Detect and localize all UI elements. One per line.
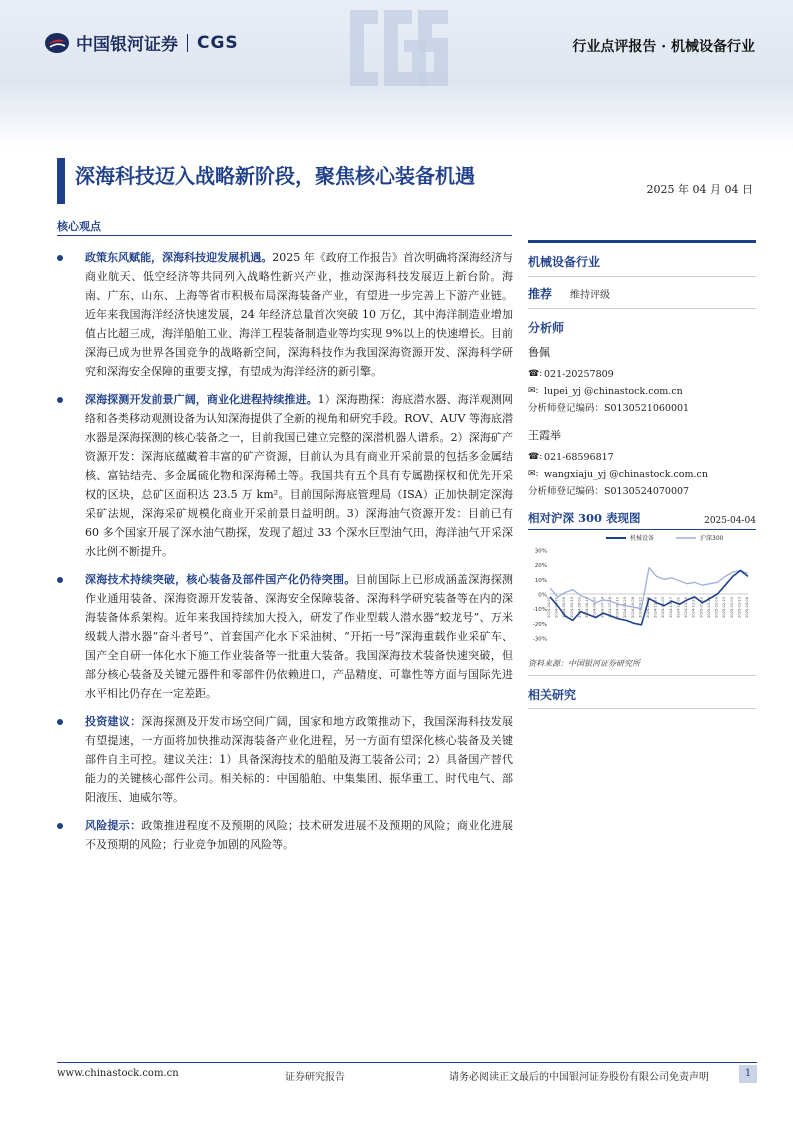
rating-value: 维持评级 <box>570 290 611 301</box>
report-date: 2025 年 04 月 04 日 <box>646 183 753 196</box>
analyst-reg <box>528 400 756 417</box>
legend-label: 机械设备 <box>630 535 655 542</box>
point-lead: 政策东风赋能，深海科技迎发展机遇。 <box>85 251 273 264</box>
y-tick-label: 0% <box>538 592 547 599</box>
core-view-label: 核心观点 <box>57 220 101 233</box>
point-risk <box>57 816 513 854</box>
x-tick-label: 2024-07-14 <box>600 597 605 618</box>
x-tick-label: 2024-10-20 <box>653 597 658 618</box>
x-tick-label: 2024-05-05 <box>562 597 567 618</box>
chart-date: 2025-04-04 <box>704 516 756 526</box>
analyst-name: 鲁佩 <box>528 346 550 359</box>
x-tick-label: 2024-07-28 <box>607 597 612 618</box>
chart-title: 相对沪深 300 表现图 <box>528 511 641 525</box>
footer-website[interactable]: www.chinastock.com.cn <box>57 1068 179 1079</box>
y-tick-label: 20% <box>534 563 547 570</box>
sidebar <box>528 240 756 709</box>
phone-icon: ☎: <box>528 369 543 379</box>
reg-text: 分析师登记编码：S0130524070007 <box>528 486 690 497</box>
bullet-icon <box>57 719 63 725</box>
analyst-card <box>528 340 756 417</box>
x-tick-label: 2025-03-23 <box>737 597 742 618</box>
email-text[interactable]: lupei_yj @chinastock.com.cn <box>544 386 683 397</box>
point-body: 1）深海勘探：海底潜水器、海洋观测网络和各类移动观测设备为认知深海提供了全新的视角和研究手段。ROV、AUV 等海底潜水器是深海探测的核心装备之一，目前我国已建立完整的深潜机器人谱系。2）深海矿产资源开发：深海底蕴藏着丰富的矿产资源，目前认为具有商业开采前景的包括多金属结核、富钴结壳、多金属硫化物和深海稀土等。我国共有五个具有专属勘探权和优先开采权的区块，总矿区面积达 23.5 万 km²。目前国际海底管理局（ISA）正加快制定深海采矿法规，深海采矿规模化商业开采前景日益明朗。3）深海油气资源开发：目前已有 60 多个国家开展了深水油气勘探，发现了超过 33 个深水巨型油气田，海洋油气开采深水比例不断提升。 <box>85 393 513 558</box>
x-tick-label: 2025-01-26 <box>706 597 711 618</box>
x-tick-label: 2024-09-22 <box>638 597 643 618</box>
x-tick-label: 2024-09-08 <box>630 597 635 618</box>
point-lead: 风险提示： <box>85 819 142 832</box>
cgs-logo-icon <box>44 32 70 54</box>
x-tick-label: 2025-03-09 <box>729 597 734 618</box>
x-tick-label: 2024-12-15 <box>684 597 689 618</box>
point-exploration <box>57 390 513 561</box>
point-body: 深海探测及开发市场空间广阔，国家和地方政策推动下，我国深海科技发展有望提速，一方面将加快推动深海装备产业化进程，另一方面有望深化核心装备及关键部件自主可控。建议关注：1）具备深海技术的船舶及海工装备公司；2）具备国产替代能力的关键核心部件公司。相关标的：中国船舶、中集集团、振华重工、时代电气、部阳液压、迪威尔等。 <box>85 715 514 804</box>
brand-name-cn: 中国银河证券 <box>76 35 178 55</box>
chart-header <box>528 510 756 530</box>
point-body: 目前国际上已形成涵盖深海探测作业通用装备、深海资源开发装备、深海安全保障装备、深海科学研究装备等在内的深海装备体系架构。近年来我国持续加大投入，研发了作业型载人潜水器“蛟龙号”、万米级载人潜水器“奋斗者号”、首套国产化水下采油树、“开拓一号”深海重载作业采矿车、国产全自研一体化水下施工作业装备等一批重大装备。我国深海技术装备快速突破，但部分核心装备及关键元器件和零部件仍依赖进口，产品精度、可靠性等方面与国际先进水平相比仍存在一定差距。 <box>85 573 514 700</box>
reg-text: 分析师登记编码：S0130521060001 <box>528 403 690 414</box>
cgs-watermark-graphic <box>340 0 460 110</box>
report-title: 深海科技迈入战略新阶段，聚焦核心装备机遇 <box>75 164 475 188</box>
x-tick-label: 2025-04-04 <box>745 597 749 618</box>
analyst-email[interactable] <box>528 383 756 400</box>
x-tick-label: 2024-06-16 <box>585 597 590 618</box>
report-type: 行业点评报告 · 机械设备行业 <box>572 39 755 55</box>
brand-logo[interactable] <box>44 30 239 55</box>
bullet-icon <box>57 823 63 829</box>
title-accent-bar <box>57 158 65 204</box>
footer-rule <box>57 1062 757 1063</box>
x-tick-label: 2024-06-02 <box>577 597 582 618</box>
y-tick-label: -20% <box>532 621 547 628</box>
phone-text: 021-20257809 <box>544 369 614 380</box>
email-text[interactable]: wangxiaju_yj @chinastock.com.cn <box>544 469 708 480</box>
main-content <box>57 248 513 863</box>
brand-separator <box>187 34 188 52</box>
performance-chart <box>528 530 756 650</box>
rating-row <box>528 277 756 309</box>
analyst-reg <box>528 483 756 500</box>
x-tick-label: 2025-02-09 <box>714 597 719 618</box>
x-tick-label: 2025-02-23 <box>722 597 727 618</box>
x-tick-label: 2024-04-21 <box>554 597 559 618</box>
page-number: 1 <box>739 1065 757 1083</box>
header-banner <box>0 0 793 150</box>
point-policy <box>57 248 513 381</box>
y-tick-label: -10% <box>532 607 547 614</box>
point-body: 政策推进程度不及预期的风险；技术研发进展不及预期的风险；商业化进展不及预期的风险；行业竞争加剧的风险等。 <box>85 819 514 851</box>
point-lead: 深海探测开发前景广阔，商业化进程持续推进。 <box>85 393 318 406</box>
brand-name-en: CGS <box>197 32 239 53</box>
x-tick-label: 2024-05-19 <box>569 597 574 618</box>
y-tick-label: 10% <box>534 577 547 584</box>
x-tick-label: 2024-08-25 <box>623 597 628 618</box>
x-tick-label: 2024-12-01 <box>676 597 681 618</box>
analyst-name: 王霞举 <box>528 429 561 442</box>
phone-text: 021-68596817 <box>544 452 614 463</box>
analyst-email[interactable] <box>528 466 756 483</box>
section-divider <box>57 235 512 236</box>
footer-doc-type: 证券研究报告 <box>285 1072 345 1083</box>
bullet-icon <box>57 577 63 583</box>
phone-icon: ☎: <box>528 452 543 462</box>
x-tick-label: 2024-08-11 <box>615 597 620 618</box>
analyst-phone <box>528 366 756 383</box>
x-tick-label: 2024-11-17 <box>668 597 673 618</box>
point-body: 2025 年《政府工作报告》首次明确将深海经济与商业航天、低空经济等共同列入战略性新兴产业，推动深海科技发展迈上新台阶。海南、广东、山东、上海等省市积极布局深海装备产业，有望进一步完善上下游产业链。近年来我国海洋经济快速发展，24 年经济总量首次突破 10 万亿，其中海洋制造业增加值占比超三成，海洋船舶工业、海洋工程装备制造业等均实现 9%以上的快速增长。目前深海已成为世界各国竞争的战略新空间，深海科技作为我国深海资源开发、深海科学研究和深海安全保障的重要支撑，有望成为海洋经济的新引擎。 <box>85 251 514 378</box>
footer-disclaimer: 请务必阅读正文最后的中国银河证券股份有限公司免责声明 <box>449 1072 709 1083</box>
y-tick-label: -30% <box>532 636 547 643</box>
point-lead: 深海技术持续突破，核心装备及部件国产化仍待突围。 <box>85 573 356 586</box>
x-tick-label: 2024-10-06 <box>646 597 650 618</box>
point-investment <box>57 712 513 807</box>
x-tick-label: 2024-11-03 <box>661 597 666 618</box>
point-technology <box>57 570 513 703</box>
mail-icon: ✉: <box>528 386 539 396</box>
related-research[interactable]: 相关研究 <box>528 676 756 709</box>
mail-icon: ✉: <box>528 469 539 479</box>
industry-name: 机械设备行业 <box>528 243 756 277</box>
point-lead: 投资建议： <box>85 715 142 728</box>
bullet-icon <box>57 397 63 403</box>
y-tick-label: 30% <box>534 548 547 555</box>
bullet-icon <box>57 255 63 261</box>
x-tick-label: 2024-06-30 <box>592 597 597 618</box>
x-tick-label: 2024-12-29 <box>691 597 696 618</box>
analyst-heading: 分析师 <box>528 321 565 335</box>
rating-label: 推荐 <box>528 287 553 301</box>
x-tick-label: 2025-01-12 <box>699 597 704 618</box>
analyst-phone <box>528 449 756 466</box>
analyst-card <box>528 423 756 500</box>
legend-label: 沪深300 <box>700 535 724 542</box>
chart-source: 资料来源：中国银河证券研究所 <box>528 654 756 676</box>
x-tick-label: 2024-04-07 <box>547 597 551 618</box>
